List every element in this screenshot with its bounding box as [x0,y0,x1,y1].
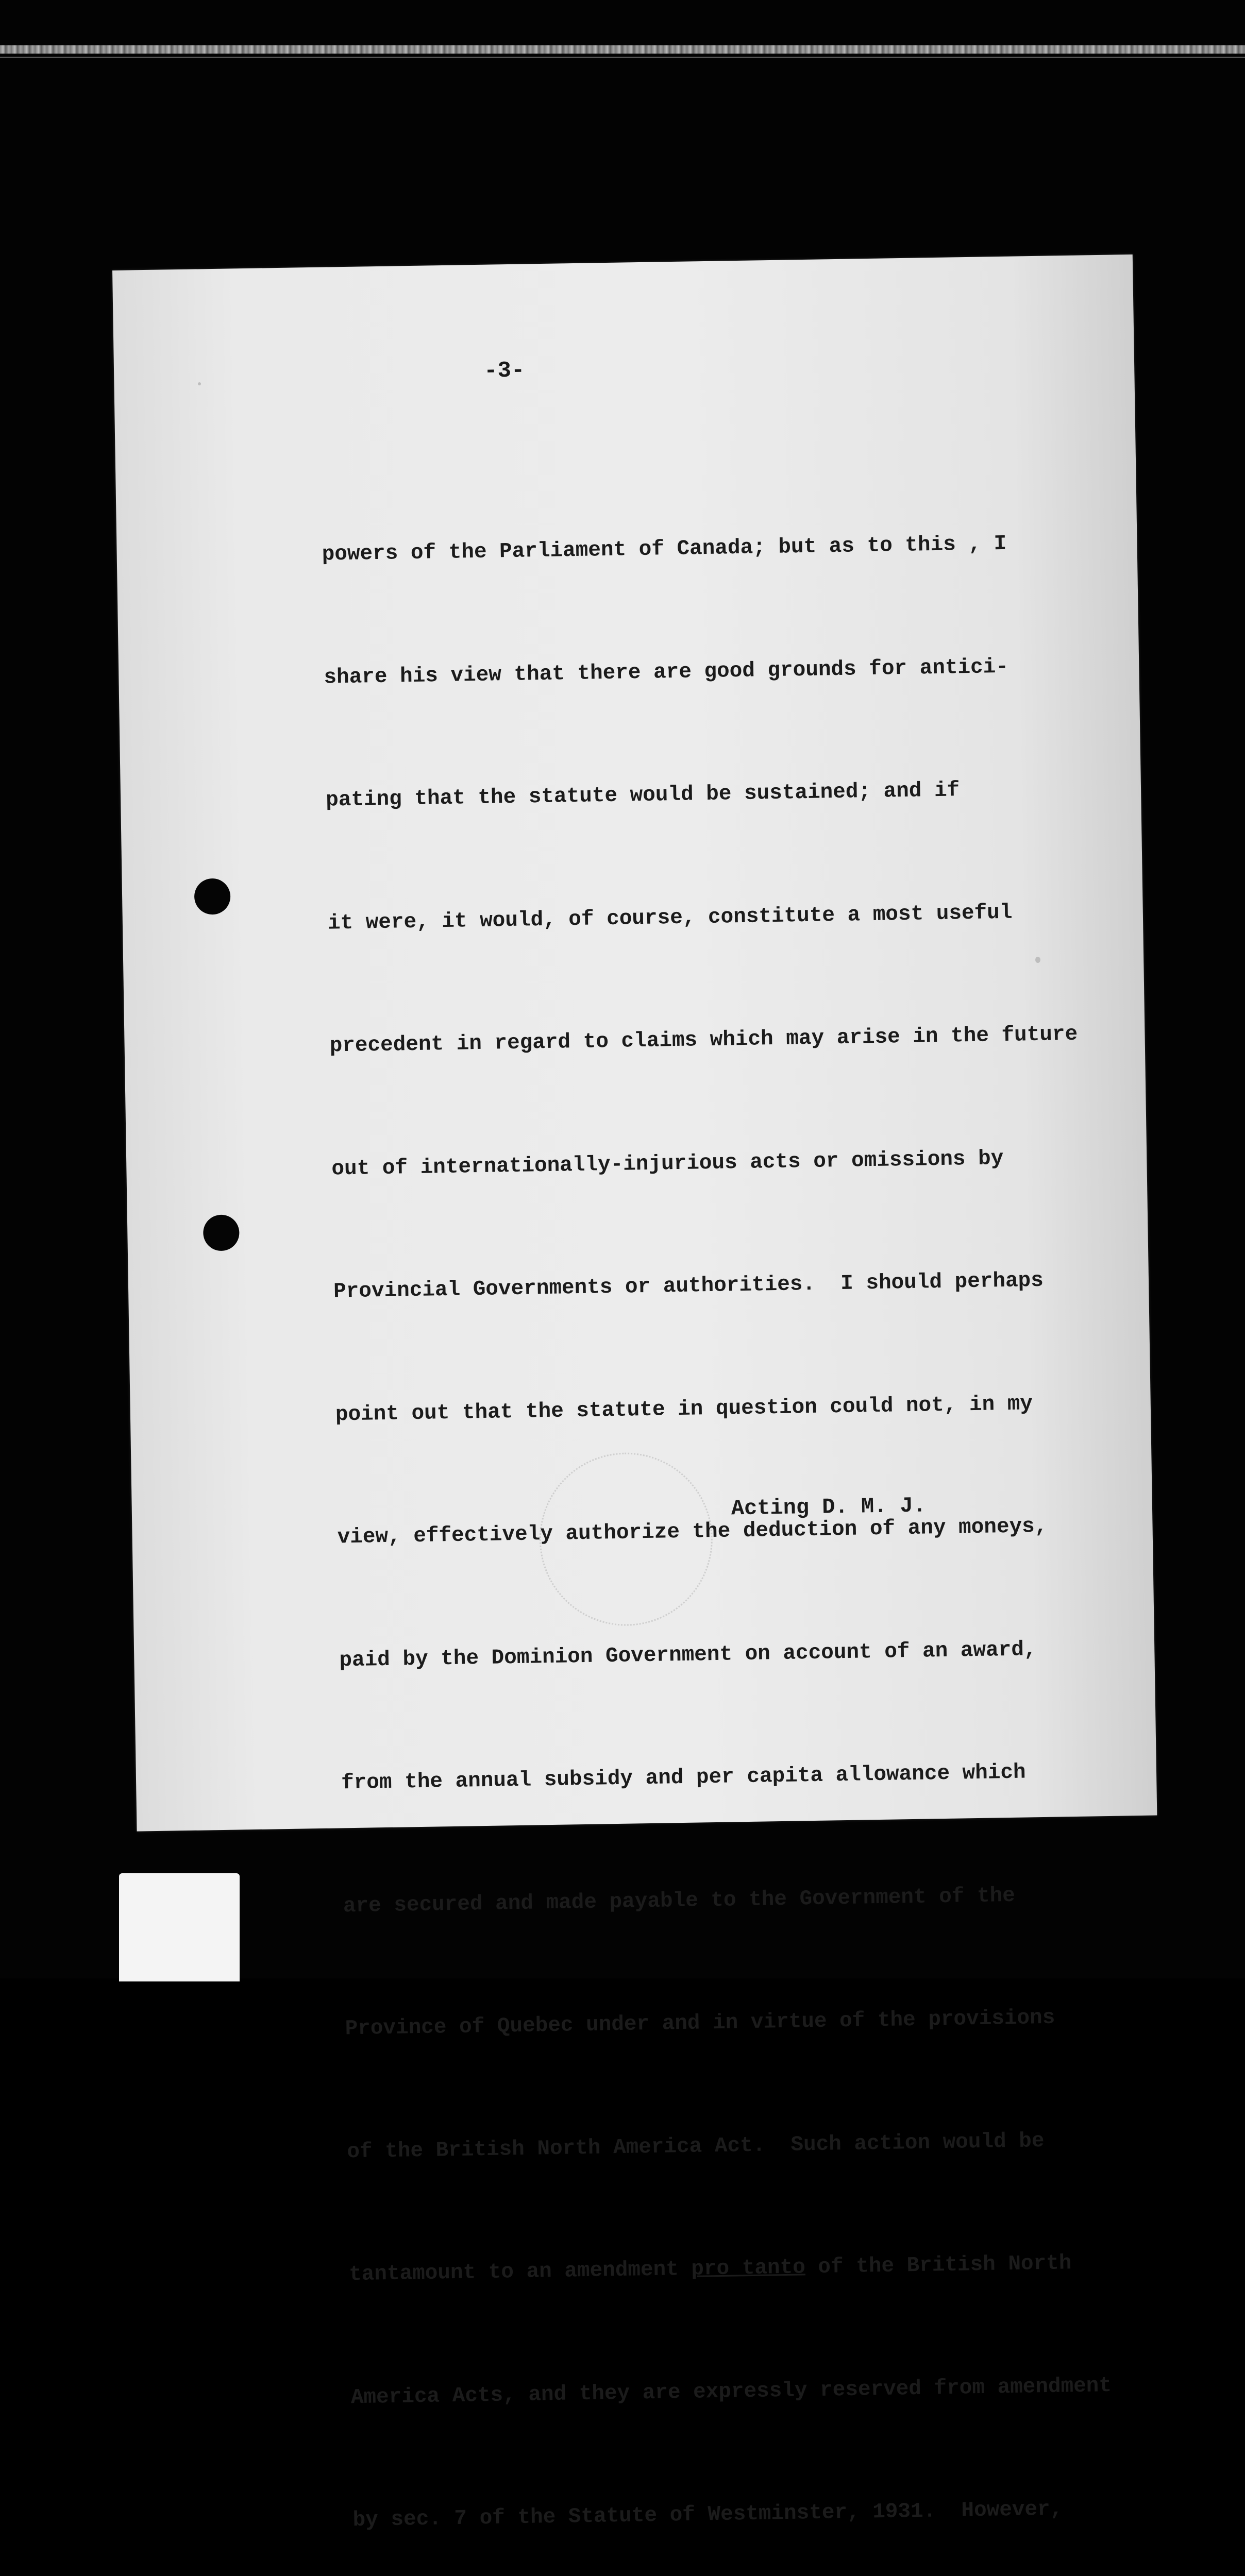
text-line: of the British North America Act. Such action would be [347,2129,1045,2164]
text-line: share his view that there are good grounds for antici- [324,655,1009,690]
text-line: by sec. 7 of the Statute of Westminster, 1931. However, [352,2497,1063,2533]
text-line: view, effectively authorize the deduction of any moneys, [337,1514,1048,1550]
signature-line: Acting D. M. J. [731,1493,927,1521]
film-leader-tab [119,1873,240,1981]
text-line: pating that the statute would be sustained; and if [325,778,960,812]
text-line: it were, it would, of course, constitute a most useful [327,901,1013,936]
text-line: precedent in regard to claims which may arise in the future [329,1022,1078,1058]
film-edge-strip [0,45,1245,54]
film-speck [1035,957,1040,963]
page-number: -3- [483,358,525,384]
text-line: powers of the Parliament of Canada; but as to this , I [322,532,1007,567]
underlined-latin-phrase: pro tanto [691,2256,806,2281]
text-line: point out that the statute in question could not, in my [335,1392,1033,1427]
text-line-with-underline [349,2243,1122,2296]
text-line: Provincial Governments or authorities. I should perhaps [333,1268,1044,1304]
punch-hole [203,1214,240,1251]
text-line: out of internationally-injurious acts or omissions by [331,1146,1004,1181]
text-segment: tantamount to an amendment [348,2257,692,2287]
punch-hole [194,878,231,915]
text-line: paid by the Dominion Government on account of an award, [339,1637,1037,1672]
film-edge-line [0,57,1245,58]
document-page [112,255,1157,2533]
letter-body [321,440,1141,2576]
text-line: Province of Quebec under and in virtue of the provisions [345,2006,1055,2041]
film-speck [198,382,201,385]
text-line: America Acts, and they are expressly reserved from amendment [350,2374,1112,2410]
text-segment: of the British North [805,2251,1072,2280]
text-line: from the annual subsidy and per capita allowance which [341,1760,1026,1795]
text-line: are secured and made payable to the Government of the [343,1884,1016,1918]
